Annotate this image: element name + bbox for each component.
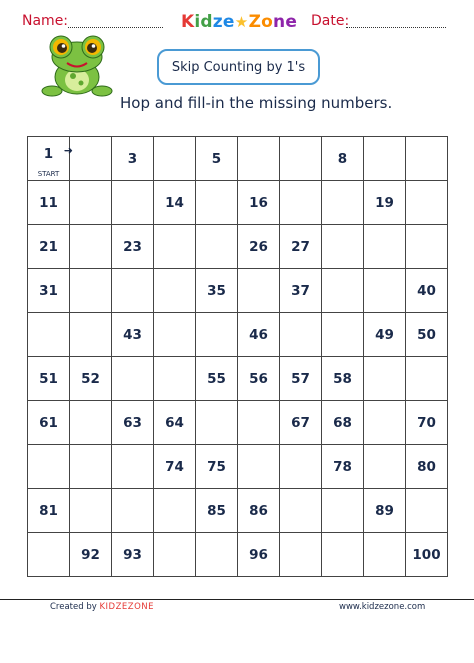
grid-cell-blank[interactable] — [154, 533, 196, 577]
grid-cell-given[interactable]: 40 — [406, 269, 448, 313]
grid-cell-blank[interactable] — [196, 181, 238, 225]
grid-cell-given[interactable]: 21 — [28, 225, 70, 269]
grid-cell-given[interactable]: 85 — [196, 489, 238, 533]
grid-row — [28, 401, 448, 445]
grid-cell-blank[interactable] — [112, 489, 154, 533]
grid-cell-blank[interactable] — [70, 445, 112, 489]
grid-cell-given[interactable]: 55 — [196, 357, 238, 401]
grid-cell-given[interactable]: 49 — [364, 313, 406, 357]
grid-row — [28, 357, 448, 401]
grid-cell-blank[interactable] — [406, 225, 448, 269]
grid-row — [28, 445, 448, 489]
grid-cell-blank[interactable] — [112, 445, 154, 489]
grid-cell-blank[interactable] — [364, 445, 406, 489]
grid-cell-given[interactable]: 52 — [70, 357, 112, 401]
grid-cell-blank[interactable] — [154, 357, 196, 401]
grid-cell-blank[interactable] — [280, 181, 322, 225]
grid-cell-given[interactable]: 67 — [280, 401, 322, 445]
grid-cell-blank[interactable] — [70, 269, 112, 313]
grid-cell-blank[interactable] — [364, 269, 406, 313]
footer-url: www.kidzezone.com — [339, 602, 426, 612]
grid-cell-blank[interactable] — [280, 313, 322, 357]
grid-cell-blank[interactable] — [70, 225, 112, 269]
grid-cell-given[interactable]: 5 — [196, 137, 238, 181]
grid-cell-given[interactable]: 75 — [196, 445, 238, 489]
grid-cell-blank[interactable] — [406, 357, 448, 401]
grid-row — [28, 533, 448, 577]
number-grid — [27, 136, 448, 577]
grid-cell-blank[interactable] — [280, 445, 322, 489]
title-text: Skip Counting by 1's — [171, 59, 306, 75]
grid-row — [28, 313, 448, 357]
grid-cell-given[interactable]: 50 — [406, 313, 448, 357]
grid-cell-given[interactable]: 96 — [238, 533, 280, 577]
grid-cell-blank[interactable] — [154, 489, 196, 533]
grid-cell-blank[interactable] — [154, 269, 196, 313]
grid-cell-blank[interactable] — [322, 225, 364, 269]
grid-cell-given[interactable]: 23 — [112, 225, 154, 269]
grid-cell-blank[interactable] — [238, 137, 280, 181]
kid-figure-icon: ★ — [234, 13, 249, 31]
grid-cell-given[interactable]: 81 — [28, 489, 70, 533]
date-line — [346, 27, 446, 28]
grid-cell-blank[interactable] — [238, 401, 280, 445]
instructions: Hop and fill-in the missing numbers. — [120, 94, 393, 112]
logo-part: id — [194, 12, 213, 32]
grid-cell-given[interactable]: 35 — [196, 269, 238, 313]
grid-cell-blank[interactable] — [70, 489, 112, 533]
grid-cell-blank[interactable] — [406, 137, 448, 181]
grid-cell-given[interactable]: 19 — [364, 181, 406, 225]
grid-cell-blank[interactable] — [196, 225, 238, 269]
grid-cell-blank[interactable] — [406, 181, 448, 225]
grid-cell-blank[interactable] — [280, 533, 322, 577]
grid-cell-given[interactable]: 31 — [28, 269, 70, 313]
grid-cell-given[interactable]: 51 — [28, 357, 70, 401]
grid-cell-blank[interactable] — [154, 313, 196, 357]
grid-cell-blank[interactable] — [28, 445, 70, 489]
grid-cell-given[interactable]: 68 — [322, 401, 364, 445]
grid-cell-blank[interactable] — [70, 137, 112, 181]
grid-cell-blank[interactable] — [238, 445, 280, 489]
grid-cell-given[interactable]: 100 — [406, 533, 448, 577]
grid-cell-blank[interactable] — [70, 181, 112, 225]
footer-credit — [50, 602, 154, 612]
grid-cell-blank[interactable] — [196, 313, 238, 357]
grid-cell-blank[interactable] — [364, 137, 406, 181]
grid-cell-blank[interactable] — [70, 401, 112, 445]
grid-cell-given[interactable]: 26 — [238, 225, 280, 269]
grid-cell-blank[interactable] — [154, 137, 196, 181]
grid-cell-given[interactable]: 80 — [406, 445, 448, 489]
grid-row — [28, 225, 448, 269]
grid-cell-given[interactable]: 64 — [154, 401, 196, 445]
grid-cell-given[interactable]: 86 — [238, 489, 280, 533]
grid-cell-given[interactable]: 61 — [28, 401, 70, 445]
grid-cell-blank[interactable] — [406, 489, 448, 533]
logo-part: K — [181, 12, 195, 32]
grid-cell-given[interactable]: 57 — [280, 357, 322, 401]
grid-cell-blank[interactable] — [70, 313, 112, 357]
start-label: START — [37, 170, 60, 178]
grid-cell-blank[interactable] — [280, 137, 322, 181]
grid-cell-given[interactable]: 93 — [112, 533, 154, 577]
kidzezone-logo — [181, 12, 297, 32]
logo-part: ne — [273, 12, 298, 32]
grid-cell-blank[interactable] — [112, 181, 154, 225]
brand-text: KIDZEZONE — [99, 602, 155, 612]
grid-cell-blank[interactable] — [196, 533, 238, 577]
grid-cell-given[interactable]: 58 — [322, 357, 364, 401]
grid-cell-blank[interactable] — [112, 269, 154, 313]
grid-cell-blank[interactable] — [322, 181, 364, 225]
grid-cell-given[interactable]: 56 — [238, 357, 280, 401]
grid-row — [28, 269, 448, 313]
name-label: Name: — [22, 13, 69, 29]
footer-divider — [0, 599, 474, 600]
grid-cell-given[interactable]: 70 — [406, 401, 448, 445]
grid-cell-blank[interactable] — [322, 533, 364, 577]
created-by-text: Created by — [50, 602, 100, 612]
grid-cell-given[interactable]: 43 — [112, 313, 154, 357]
grid-cell-blank[interactable] — [154, 225, 196, 269]
right-arrow-icon: ➜ — [63, 144, 73, 157]
grid-cell-blank[interactable] — [322, 313, 364, 357]
grid-cell-given[interactable]: 16 — [238, 181, 280, 225]
grid-row — [28, 181, 448, 225]
grid-cell-blank[interactable] — [364, 533, 406, 577]
grid-cell-given[interactable]: 14 — [154, 181, 196, 225]
grid-cell-blank[interactable] — [364, 401, 406, 445]
grid-cell-blank[interactable] — [238, 269, 280, 313]
grid-cell-given[interactable]: 92 — [70, 533, 112, 577]
grid-cell-blank[interactable] — [196, 401, 238, 445]
grid-cell-given[interactable]: 63 — [112, 401, 154, 445]
start-number: 1 — [43, 146, 54, 162]
logo-part: Zo — [248, 12, 274, 32]
grid-cell-given[interactable]: 8 — [322, 137, 364, 181]
worksheet-title — [157, 49, 320, 85]
name-line — [68, 27, 163, 28]
grid-cell-given[interactable]: 74 — [154, 445, 196, 489]
grid-cell-given[interactable]: 11 — [28, 181, 70, 225]
date-label: Date: — [311, 13, 350, 29]
grid-cell-given[interactable]: 3 — [112, 137, 154, 181]
grid-cell-given[interactable]: 37 — [280, 269, 322, 313]
grid-cell-blank[interactable] — [112, 357, 154, 401]
grid-cell-blank[interactable] — [322, 489, 364, 533]
grid-cell-given[interactable]: 89 — [364, 489, 406, 533]
grid-cell-given[interactable]: 46 — [238, 313, 280, 357]
frog-illustration — [38, 33, 116, 99]
logo-part: ze — [212, 12, 235, 32]
grid-cell-blank[interactable] — [322, 269, 364, 313]
grid-cell-given[interactable]: 27 — [280, 225, 322, 269]
grid-cell-blank[interactable] — [28, 533, 70, 577]
grid-cell-blank[interactable] — [28, 313, 70, 357]
grid-cell-blank[interactable] — [280, 489, 322, 533]
grid-cell-blank[interactable] — [364, 357, 406, 401]
grid-cell-blank[interactable] — [364, 225, 406, 269]
grid-cell-given[interactable]: 78 — [322, 445, 364, 489]
grid-row — [28, 489, 448, 533]
grid-cell-start[interactable] — [28, 137, 73, 181]
grid-row — [28, 137, 448, 181]
